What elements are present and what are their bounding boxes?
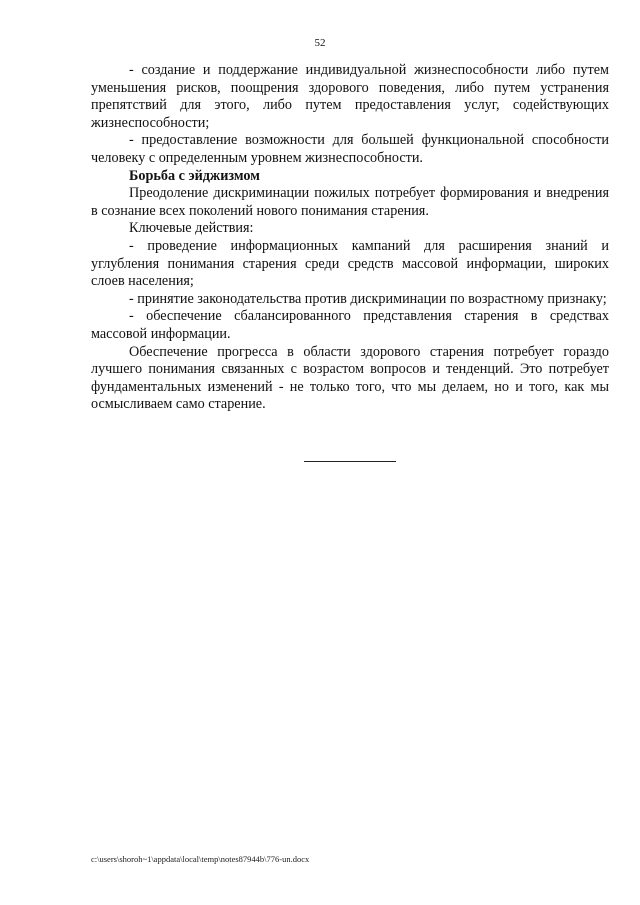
paragraph-bullet-functional-ability: - предоставление возможности для большей функциональной способности человеку с определенным уровнем жизнеспособности. <box>91 132 609 166</box>
paragraph-overcoming-discrimination: Преодоление дискриминации пожилых потребует формирования и внедрения в сознание всех поколений нового понимания старения. <box>91 185 609 219</box>
page-number: 52 <box>314 37 326 49</box>
footer-file-path: c:\users\shoroh~1\appdata\local\temp\notes87944b\776-un.docx <box>91 854 310 864</box>
end-separator-line <box>304 461 396 462</box>
paragraph-bullet-legislation: - принятие законодательства против дискриминации по возрастному признаку; <box>129 290 607 307</box>
paragraph-bullet-resilience: - создание и поддержание индивидуальной жизнеспособности либо путем уменьшения рисков, поощрения здорового поведения, либо путем устранения препятствий для этого, либо путем предоставления услуг, содействующих жизнеспособности; <box>91 62 609 131</box>
paragraph-bullet-media-representation: - обеспечение сбалансированного представления старения в средствах массовой информации. <box>91 308 609 342</box>
document-body <box>91 62 609 414</box>
paragraph-key-actions-label: Ключевые действия: <box>129 220 254 237</box>
section-heading: Борьба с эйджизмом <box>129 167 260 184</box>
paragraph-bullet-information-campaigns: - проведение информационных кампаний для расширения знаний и углубления понимания старения среди средств массовой информации, широких слоев населения; <box>91 237 609 290</box>
paragraph-progress-healthy-ageing: Обеспечение прогресса в области здорового старения потребует гораздо лучшего понимания связанных с возрастом вопросов и тенденций. Это потребует фундаментальных изменений - не только того, что мы делаем, но и того, как мы осмысливаем само старение. <box>91 343 609 413</box>
